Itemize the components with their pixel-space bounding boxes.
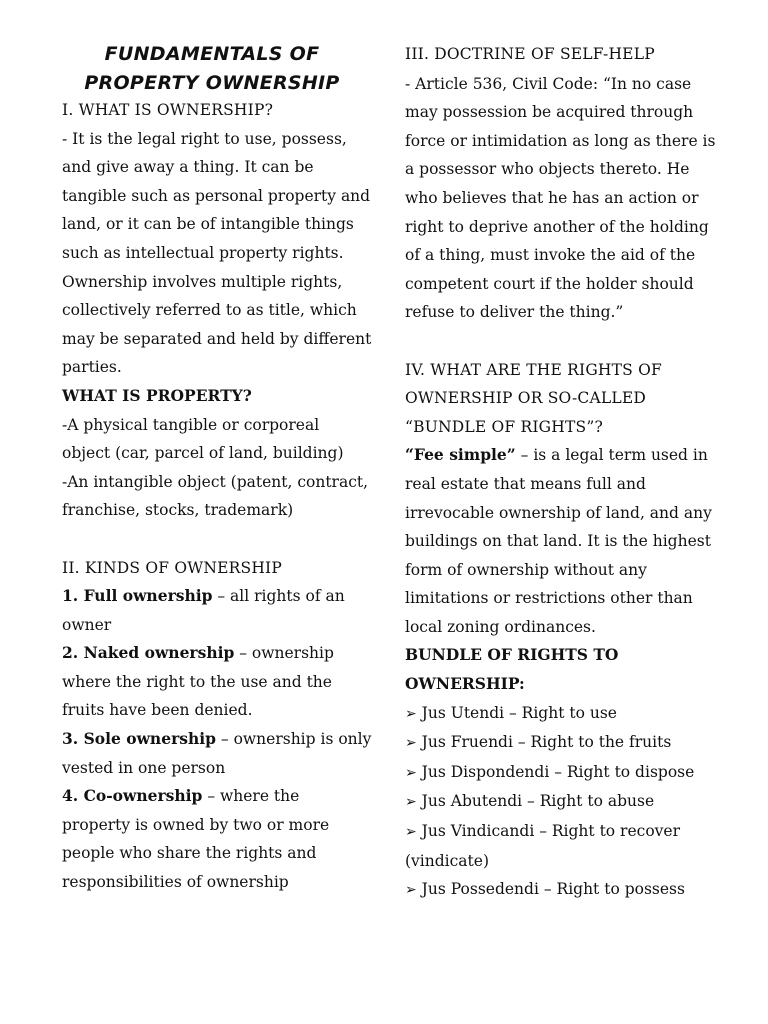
fee-simple-paragraph [405,441,725,641]
kind-item [62,582,372,639]
bundle-item-text: Jus Fruendi – Right to the fruits [421,733,672,752]
page-title: FUNDAMENTALS OF PROPERTY OWNERSHIP [84,43,340,94]
spacer [405,327,725,356]
section-3-body: - Article 536, Civil Code: “In no case may possession be acquired through force or intimidation as long as there is a possessor who objects thereto. He who believes that he has an action or right to deprive another of the holding of a thing, must invoke the aid of the competent court if the holder should refuse to deliver the thing.” [405,74,716,322]
bundle-heading: BUNDLE OF RIGHTS TO OWNERSHIP: [405,645,619,694]
kind-item [62,639,372,725]
property-item: -A physical tangible or corporeal object (car, parcel of land, building) [62,415,344,463]
property-heading: WHAT IS PROPERTY? [62,385,252,405]
left-column [62,40,372,897]
bundle-item-text: Jus Dispondendi – Right to dispose [421,762,695,781]
kind-item [62,725,372,782]
arrow-bullet-icon: ➢ [405,794,417,811]
bundle-item [405,758,725,788]
kind-term: 2. Naked ownership [62,643,235,663]
bundle-item-text: Jus Utendi – Right to use [421,703,617,722]
section-1-body: - It is the legal right to use, possess, and give away a thing. It can be tangible such as personal property and land, or it can be of intangible things such as intellectual property rights. Ownership involves multiple rights, collectively referred to as title, which may be separated and held by different parties. [62,129,372,377]
section-1-heading: I. WHAT IS OWNERSHIP? [62,101,274,119]
spacer [62,525,372,554]
bundle-item-text: Jus Abutendi – Right to abuse [421,792,655,811]
kind-desc: – ownership is only vested in one person [62,730,372,777]
arrow-bullet-icon: ➢ [405,735,417,752]
kind-term: 4. Co-ownership [62,786,203,806]
arrow-bullet-icon: ➢ [405,764,417,781]
kind-desc: – all rights of an owner [62,587,345,634]
section-3-heading: III. DOCTRINE OF SELF-HELP [405,45,655,63]
kind-desc: – where the property is owned by two or more people who share the rights and responsibilities of ownership [62,787,330,892]
arrow-bullet-icon: ➢ [405,824,417,841]
kind-desc: – ownership where the right to the use and the fruits have been denied. [62,644,334,720]
bundle-item-text: Jus Possedendi – Right to possess [421,880,685,899]
bundle-item [405,875,725,905]
bundle-item [405,787,725,817]
kind-item [62,782,372,896]
section-2-heading: II. KINDS OF OWNERSHIP [62,558,282,577]
bundle-item-text: Jus Vindicandi – Right to recover (vindicate) [405,822,680,870]
fee-simple-term: “Fee simple” [405,445,516,465]
section-4-heading: IV. WHAT ARE THE RIGHTS OF OWNERSHIP OR SO-CALLED “BUNDLE OF RIGHTS”? [405,360,662,436]
arrow-bullet-icon: ➢ [405,705,417,722]
kind-term: 3. Sole ownership [62,729,216,749]
arrow-bullet-icon: ➢ [405,882,417,899]
fee-simple-desc: – is a legal term used in real estate that means full and irrevocable ownership of land, and any buildings on that land. It is the highest form of ownership without any limitations or restrictions other than local zoning ordinances. [405,446,712,636]
property-item: -An intangible object (patent, contract, franchise, stocks, trademark) [62,472,369,520]
right-column [405,40,725,905]
bundle-item [405,699,725,729]
kind-term: 1. Full ownership [62,586,213,606]
bundle-item [405,728,725,758]
bundle-item [405,817,725,875]
